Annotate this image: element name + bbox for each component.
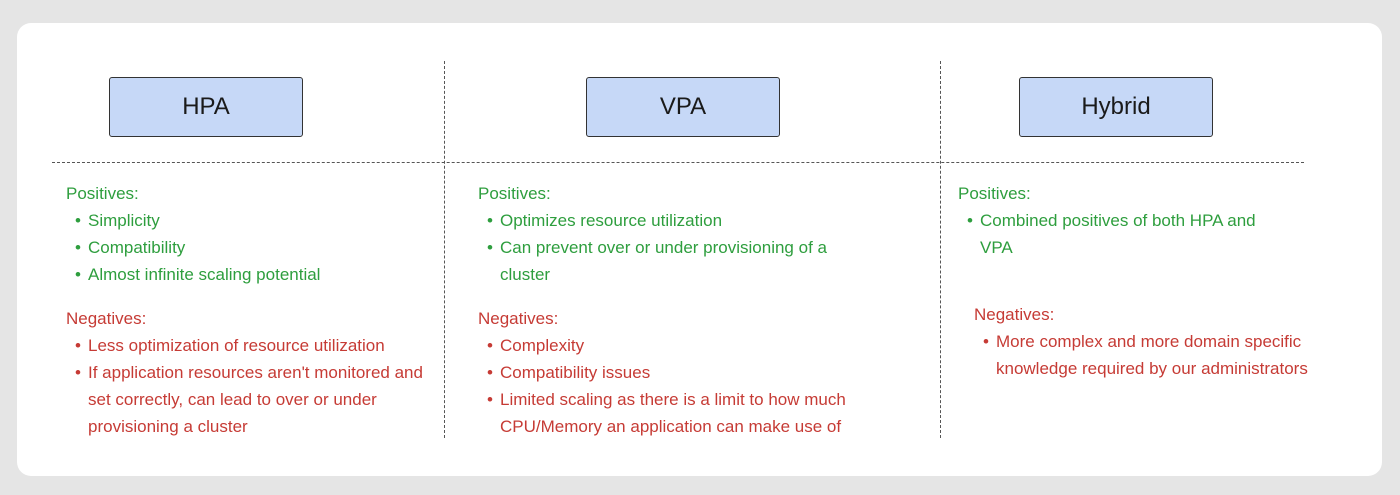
hpa-negatives-list bbox=[66, 332, 442, 440]
list-item: • Combined positives of both HPA and VPA bbox=[958, 207, 1270, 261]
hybrid-negatives-block bbox=[974, 301, 1308, 382]
hybrid-negatives-list bbox=[974, 328, 1308, 382]
hybrid-positives-label: Positives: bbox=[958, 184, 1031, 203]
hpa-negatives-label: Negatives: bbox=[66, 309, 147, 328]
list-item: • Compatibility issues bbox=[478, 359, 903, 386]
list-item: • Less optimization of resource utilization bbox=[66, 332, 442, 359]
vpa-column bbox=[478, 180, 903, 440]
list-item: • Can prevent over or under provisioning of a cluster bbox=[478, 234, 860, 288]
list-item: • Compatibility bbox=[66, 234, 442, 261]
hpa-column bbox=[66, 180, 442, 440]
list-item: • Limited scaling as there is a limit to how much CPU/Memory an application can make use of bbox=[478, 386, 905, 440]
list-item: • Complexity bbox=[478, 332, 903, 359]
hybrid-negatives-label: Negatives: bbox=[974, 305, 1055, 324]
list-item: • If application resources aren't monitored and set correctly, can lead to over or under provisioning a cluster bbox=[66, 359, 442, 440]
vpa-positives-label: Positives: bbox=[478, 184, 551, 203]
column-divider-1 bbox=[444, 61, 445, 438]
list-item: • Simplicity bbox=[66, 207, 442, 234]
list-item: • More complex and more domain specific knowledge required by our administrators bbox=[974, 328, 1308, 382]
hybrid-column bbox=[958, 180, 1288, 261]
list-item: • Almost infinite scaling potential bbox=[66, 261, 442, 288]
header-divider bbox=[52, 162, 1304, 163]
column-divider-2 bbox=[940, 61, 941, 438]
comparison-card bbox=[17, 23, 1382, 476]
vpa-positives-list bbox=[478, 207, 903, 288]
hpa-positives-label: Positives: bbox=[66, 184, 139, 203]
vpa-negatives-label: Negatives: bbox=[478, 309, 559, 328]
hybrid-positives-list bbox=[958, 207, 1288, 261]
hpa-header: HPA bbox=[109, 77, 303, 137]
hybrid-header: Hybrid bbox=[1019, 77, 1213, 137]
list-item: • Optimizes resource utilization bbox=[478, 207, 903, 234]
vpa-negatives-list bbox=[478, 332, 903, 440]
hpa-positives-list bbox=[66, 207, 442, 288]
vpa-header: VPA bbox=[586, 77, 780, 137]
